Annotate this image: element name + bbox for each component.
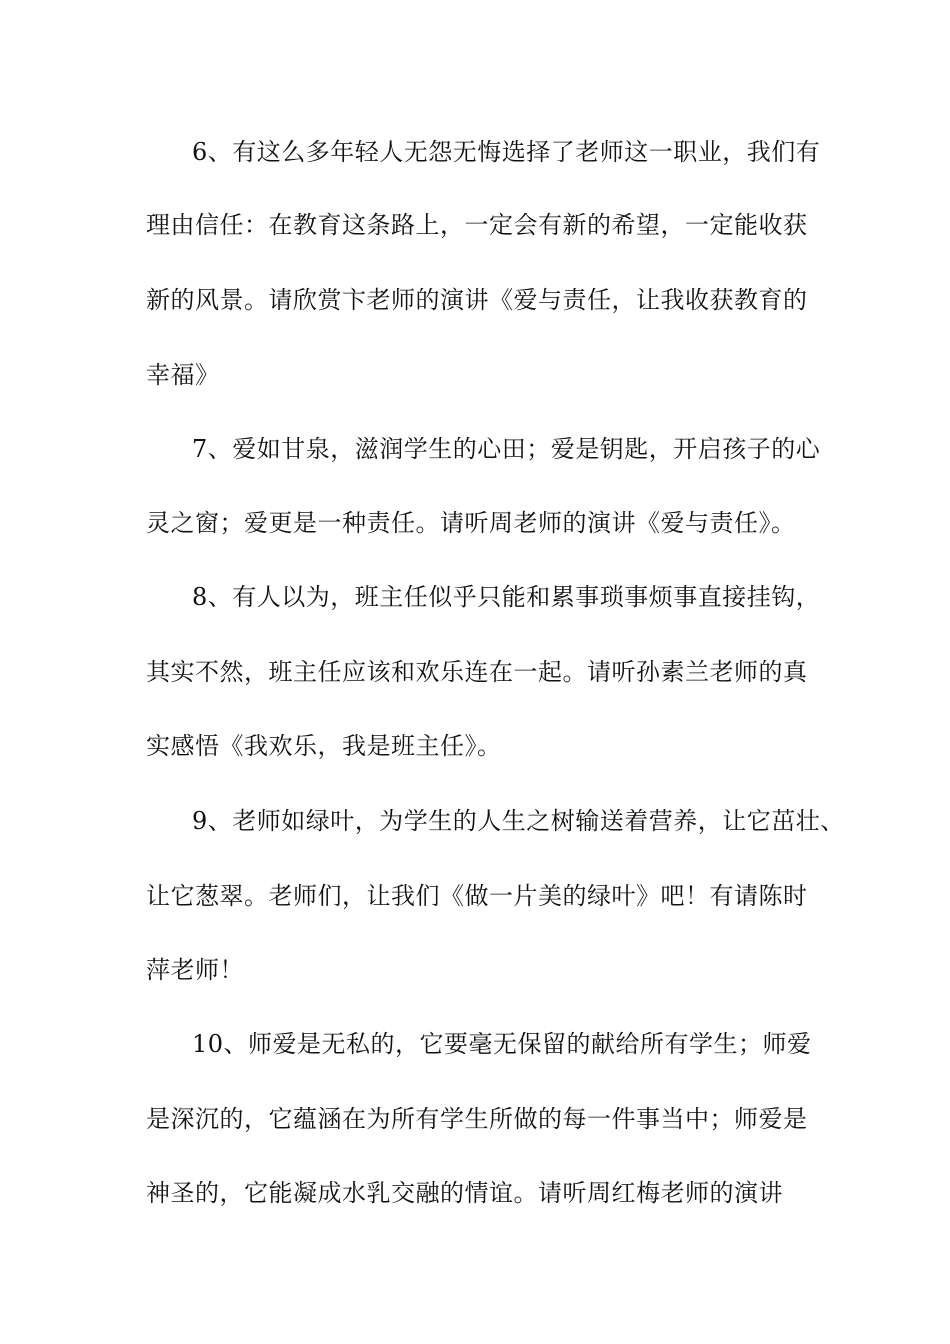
- paragraph-9-line-2: 让它葱翠。老师们，让我们《做一片美的绿叶》吧！有请陈时: [146, 882, 808, 910]
- paragraph-9-line-3: 萍老师！: [146, 956, 244, 984]
- paragraph-7-line-1: 7、爱如甘泉，滋润学生的心田；爱是钥匙，开启孩子的心: [192, 435, 821, 463]
- paragraph-8-line-2: 其实不然，班主任应该和欢乐连在一起。请听孙素兰老师的真: [146, 658, 808, 686]
- paragraph-10-line-2: 是深沉的，它蕴涵在为所有学生所做的每一件事当中；师爱是: [146, 1105, 808, 1133]
- paragraph-9-line-1: 9、老师如绿叶，为学生的人生之树输送着营养，让它茁壮、: [192, 807, 845, 835]
- paragraph-8-line-1: 8、有人以为，班主任似乎只能和累事琐事烦事直接挂钩，: [192, 583, 821, 611]
- paragraph-8-line-3: 实感悟《我欢乐，我是班主任》。: [146, 732, 502, 760]
- paragraph-10-line-1: 10、师爱是无私的，它要毫无保留的献给所有学生；师爱: [192, 1030, 812, 1058]
- paragraph-6-line-3: 新的风景。请欣赏卞老师的演讲《爱与责任，让我收获教育的: [146, 286, 808, 314]
- paragraph-10-line-3: 神圣的，它能凝成水乳交融的情谊。请听周红梅老师的演讲: [146, 1179, 783, 1207]
- paragraph-6-line-4: 幸福》: [146, 361, 220, 389]
- paragraph-7-line-2: 灵之窗；爱更是一种责任。请听周老师的演讲《爱与责任》。: [146, 509, 796, 537]
- paragraph-6-line-2: 理由信任：在教育这条路上，一定会有新的希望，一定能收获: [146, 211, 808, 239]
- paragraph-6-line-1: 6、有这么多年轻人无怨无悔选择了老师这一职业，我们有: [192, 138, 821, 166]
